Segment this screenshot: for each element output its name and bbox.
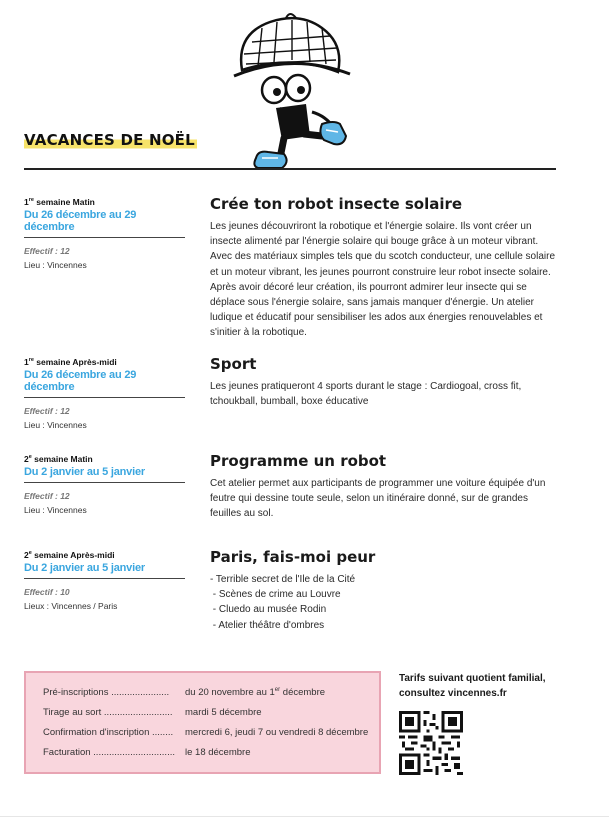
activity-block [210, 452, 560, 522]
session-lieu: Lieu : Vincennes [24, 420, 87, 430]
activity-block [210, 355, 560, 409]
tarifs-note [399, 672, 569, 701]
session-effectif: Effectif : 12 [24, 491, 70, 501]
session-block [24, 454, 185, 515]
activity-title: Paris, fais-moi peur [210, 548, 376, 566]
date-value: mardi 5 décembre [185, 707, 262, 718]
list-item: - Cluedo au musée Rodin [210, 604, 327, 616]
session-dates: Du 26 décembre au 29 décembre [24, 209, 137, 233]
date-row [43, 707, 262, 718]
session-effectif: Effectif : 10 [24, 587, 70, 597]
page-bottom-divider [0, 816, 609, 817]
activity-list [210, 572, 560, 633]
date-row [43, 727, 368, 738]
robot-detective-illustration [222, 12, 372, 174]
activity-title: Sport [210, 355, 257, 373]
date-value: du 20 novembre au 1er décembre [185, 687, 326, 699]
session-effectif: Effectif : 12 [24, 246, 70, 256]
activity-title: Programme un robot [210, 452, 387, 470]
session-label: 1re semaine Matin [24, 197, 95, 207]
date-label: Facturation ............................... [43, 747, 175, 758]
activity-block [210, 195, 560, 341]
tarifs-link[interactable]: consultez vincennes.fr [399, 687, 507, 699]
list-item: - Atelier théâtre d'ombres [210, 619, 325, 631]
date-row [43, 747, 250, 758]
key-dates-box [24, 671, 381, 774]
date-row [43, 687, 325, 698]
activity-description: Les jeunes découvriront la robotique et l'énergie solaire. Ils vont créer un insecte alimenté par l'énergie solaire qui bouge grâce à un moteur vibrant. Avec des matériaux simples tels que du scotch conducteur, une cellule solaire et un moteur vibrant, les jeunes pourront construire leur robot insecte solaire. Après avoir décoré leur création, ils pourront admirer leur insecte qui se déplace sous l'énergie solaire, sans jamais manquer d'énergie. Un atelier ludique et éducatif pour sensibiliser les ados aux énergies renouvelables et s'initier à la robotique. [210, 221, 556, 339]
session-divider [24, 237, 185, 238]
qr-code[interactable] [399, 711, 463, 775]
session-dates: Du 2 janvier au 5 janvier [24, 562, 145, 574]
session-lieu: Lieu : Vincennes [24, 505, 87, 515]
session-effectif: Effectif : 12 [24, 406, 70, 416]
activity-description: Cet atelier permet aux participants de programmer une voiture équipée d'un feutre qui dessine toute seule, selon un itinéraire donné, sur de grandes feuilles au sol. [210, 478, 546, 520]
date-value: le 18 décembre [185, 747, 251, 758]
activity-title: Crée ton robot insecte solaire [210, 195, 463, 213]
activity-block [210, 548, 560, 633]
date-label: Pré-inscriptions ...................... [43, 687, 170, 699]
title-divider [24, 168, 556, 170]
list-item: - Scènes de crime au Louvre [210, 589, 341, 601]
session-block [24, 197, 185, 270]
tarifs-line: Tarifs suivant quotient familial, [399, 673, 546, 684]
session-dates: Du 26 décembre au 29 décembre [24, 369, 137, 393]
date-label: Confirmation d'inscription ........ [43, 727, 174, 738]
date-value: mercredi 6, jeudi 7 ou vendredi 8 décembre [185, 727, 369, 738]
session-label: 2e semaine Après-midi [24, 550, 115, 560]
session-divider [24, 397, 185, 398]
activity-description: Les jeunes pratiqueront 4 sports durant le stage : Cardiogoal, cross fit, tchoukball, bumball, boxe éducative [210, 381, 522, 408]
session-label: 1re semaine Après-midi [24, 357, 117, 367]
session-divider [24, 482, 185, 483]
session-dates: Du 2 janvier au 5 janvier [24, 466, 145, 478]
section-title: VACANCES DE NOËL [24, 131, 195, 149]
session-divider [24, 578, 185, 579]
session-lieu: Lieux : Vincennes / Paris [24, 601, 118, 611]
session-lieu: Lieu : Vincennes [24, 260, 87, 270]
session-label: 2e semaine Matin [24, 454, 93, 464]
date-label: Tirage au sort .......................... [43, 707, 173, 718]
session-block [24, 550, 185, 611]
session-block [24, 357, 185, 430]
list-item: - Terrible secret de l'Ile de la Cité [210, 574, 356, 585]
